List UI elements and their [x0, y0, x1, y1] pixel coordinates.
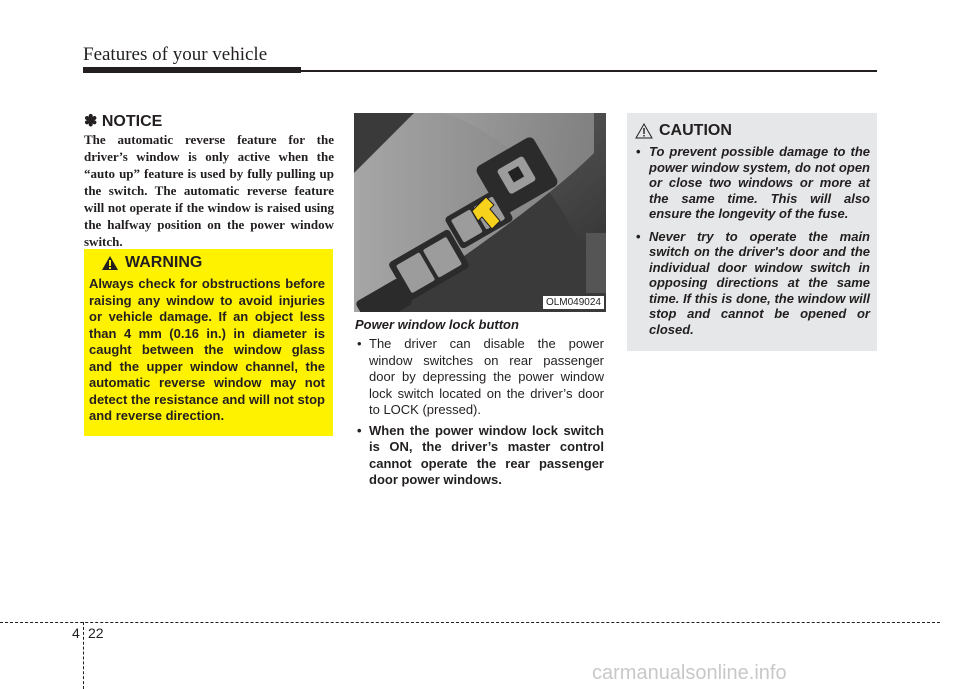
- lock-bullet-1: • The driver can disable the power window switches on rear passenger door by depressing the power window lock switch located on the driver’s door to LOCK (pressed).: [356, 336, 604, 419]
- lock-button-bullets: [356, 336, 604, 493]
- photo-code: OLM049024: [543, 296, 604, 309]
- caution-list: [636, 144, 870, 344]
- warning-box: [84, 249, 333, 436]
- caution-title: CAUTION: [659, 122, 732, 139]
- caution-item-2: • Never try to operate the main switch on the driver's door and the individual door window switch in opposing directions at the same time. If this is done, the window will stop and cannot be opened or closed.: [636, 229, 870, 338]
- header-rule-thin: [301, 70, 877, 72]
- warning-title: WARNING: [125, 254, 203, 271]
- notice-title: NOTICE: [101, 113, 163, 130]
- footer-divider: [83, 622, 84, 689]
- caution-item-1: • To prevent possible damage to the power window system, do not open or close two windows or more at the same time. This will also ensure the longevity of the fuse.: [636, 144, 870, 222]
- warning-heading: [101, 254, 202, 272]
- power-window-switch-illustration: [354, 113, 606, 312]
- caution-heading: [635, 122, 732, 140]
- notice-heading: [84, 111, 162, 131]
- caution-triangle-icon: [635, 123, 653, 139]
- lock-button-caption: Power window lock button: [355, 317, 519, 332]
- power-window-switch-photo: [354, 113, 606, 312]
- notice-body: The automatic reverse feature for the driver’s window is only active when the “auto up” feature is used by fully pulling up the switch. The automatic reverse feature will not operate if the window is raised using the halfway position on the power window switch.: [84, 132, 334, 249]
- lock-bullet-2: • When the power window lock switch is ON, the driver’s master control cannot operate the rear passenger door power windows.: [356, 423, 604, 489]
- page-number: 22: [88, 625, 104, 641]
- warning-triangle-icon: [101, 255, 119, 271]
- page-header-title: Features of your vehicle: [83, 44, 268, 65]
- notice-symbol: ✽: [84, 113, 98, 130]
- chapter-number: 4: [72, 625, 80, 641]
- caution-box: [627, 113, 877, 351]
- warning-body: Always check for obstructions before raising any window to avoid injuries or vehicle damage. If an object less than 4 mm (0.16 in.) in diameter is caught between the window glass and the upper window channel, the automatic reverse window may not detect the resistance and will not stop and reverse direction.: [89, 276, 325, 423]
- footer-rule: [0, 622, 940, 623]
- watermark: carmanualsonline.info: [592, 662, 787, 684]
- header-rule-thick: [83, 67, 301, 73]
